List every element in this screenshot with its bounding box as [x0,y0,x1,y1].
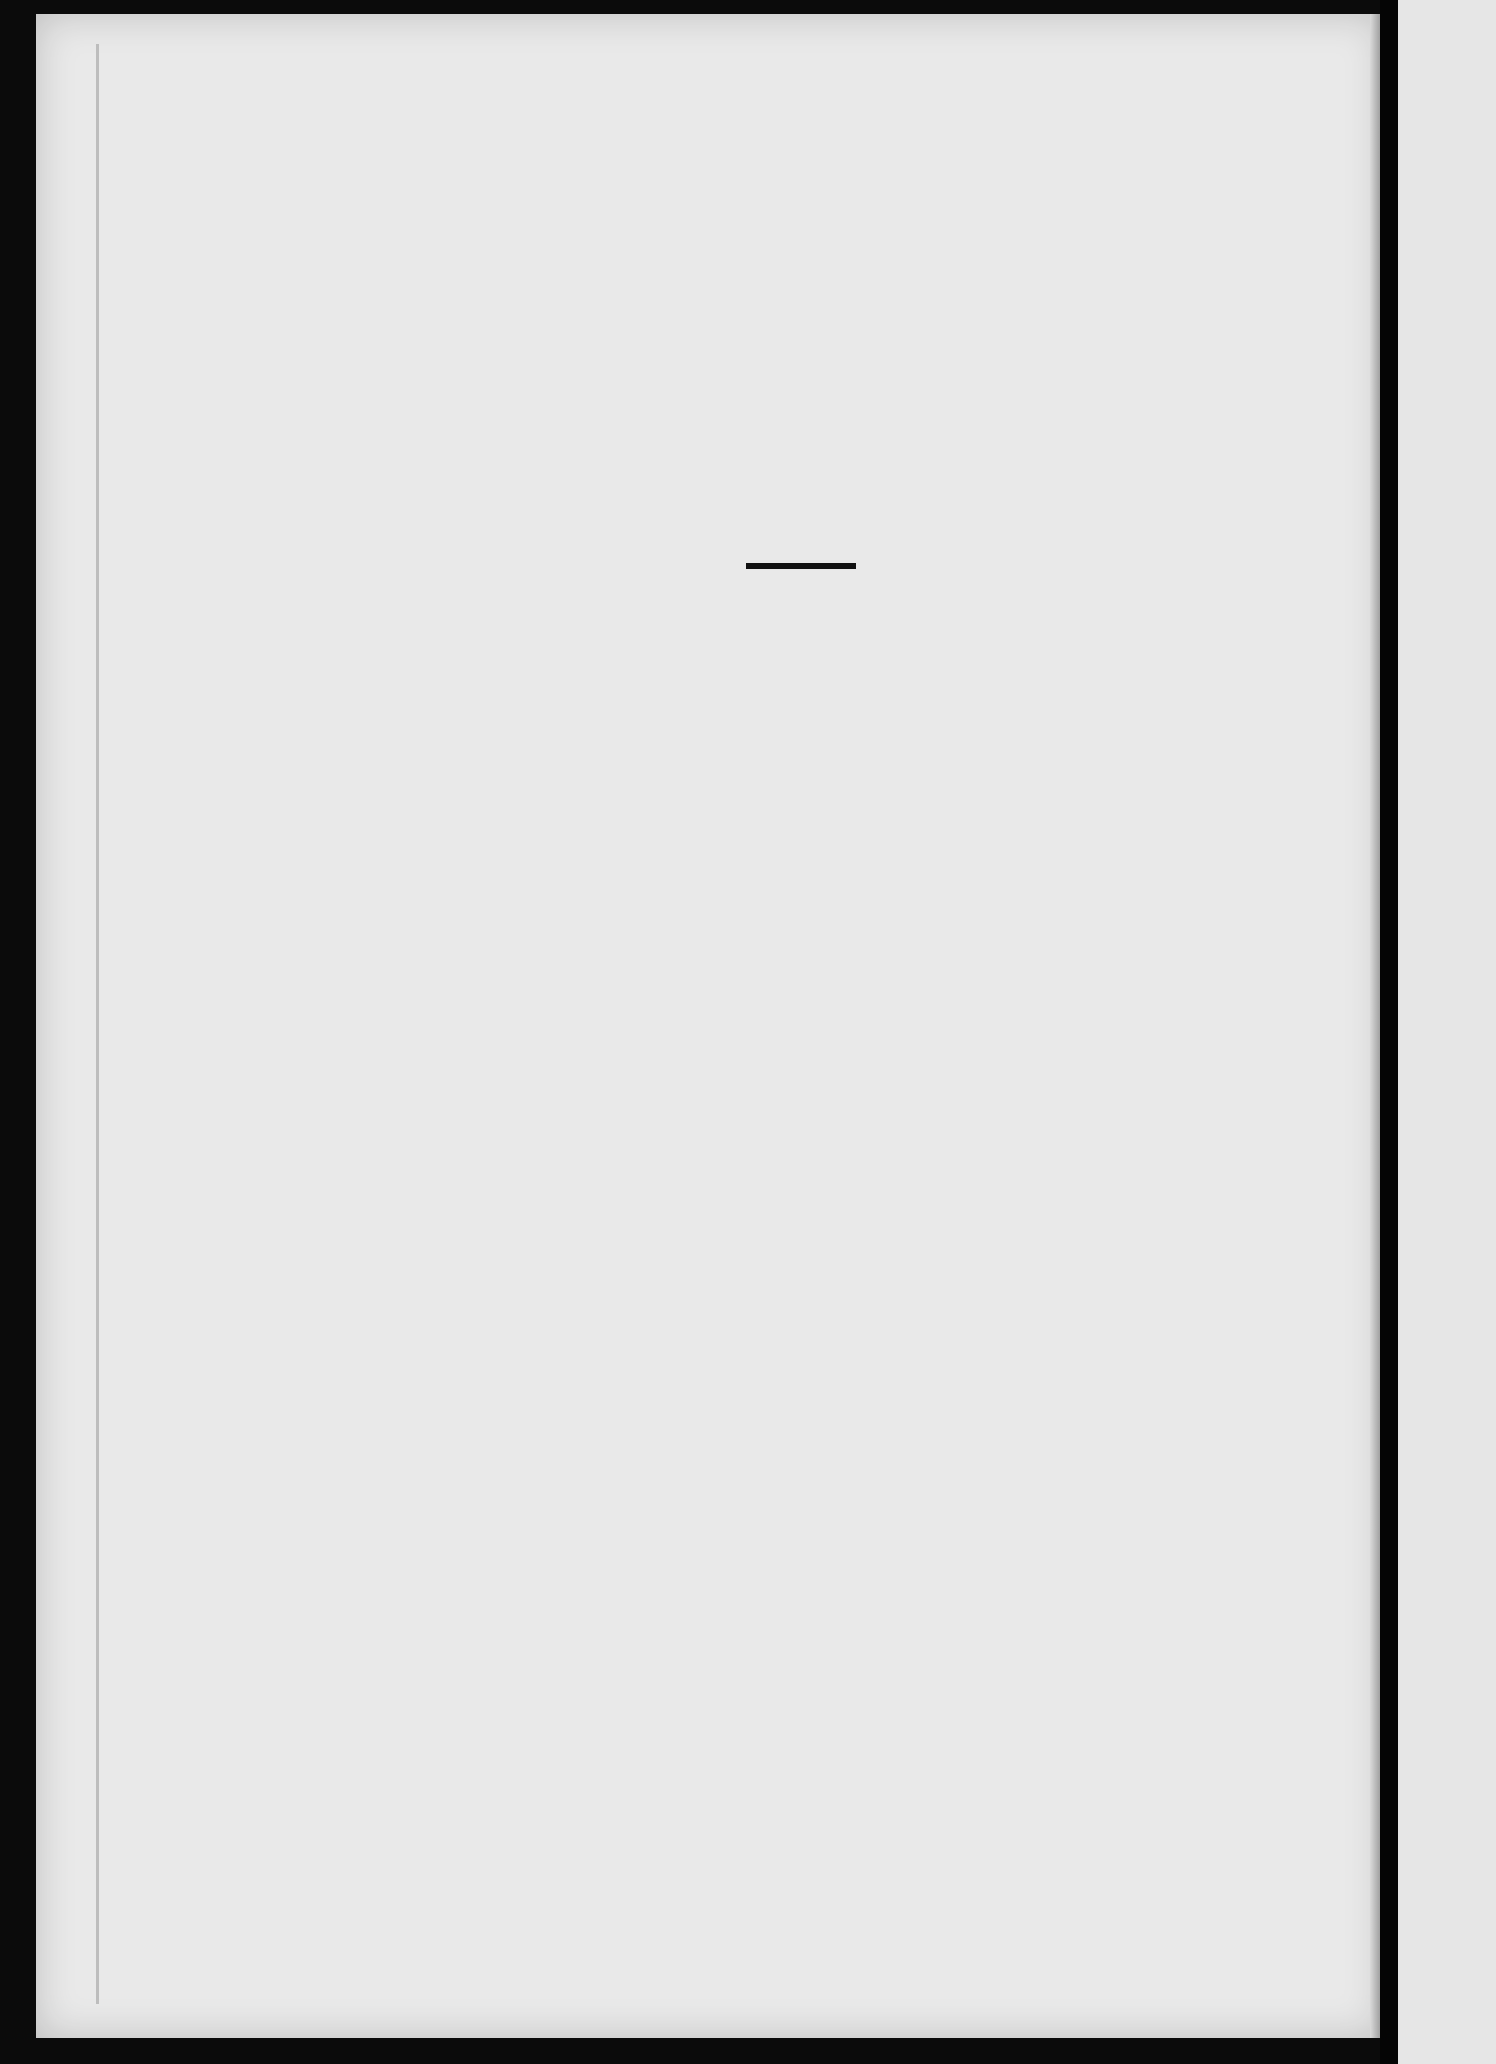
page-fold-edge [96,44,99,2004]
section-divider-rule [746,563,856,569]
facing-page-edge [1398,0,1496,2064]
page-header [289,164,1069,224]
book-page [36,14,1384,2038]
